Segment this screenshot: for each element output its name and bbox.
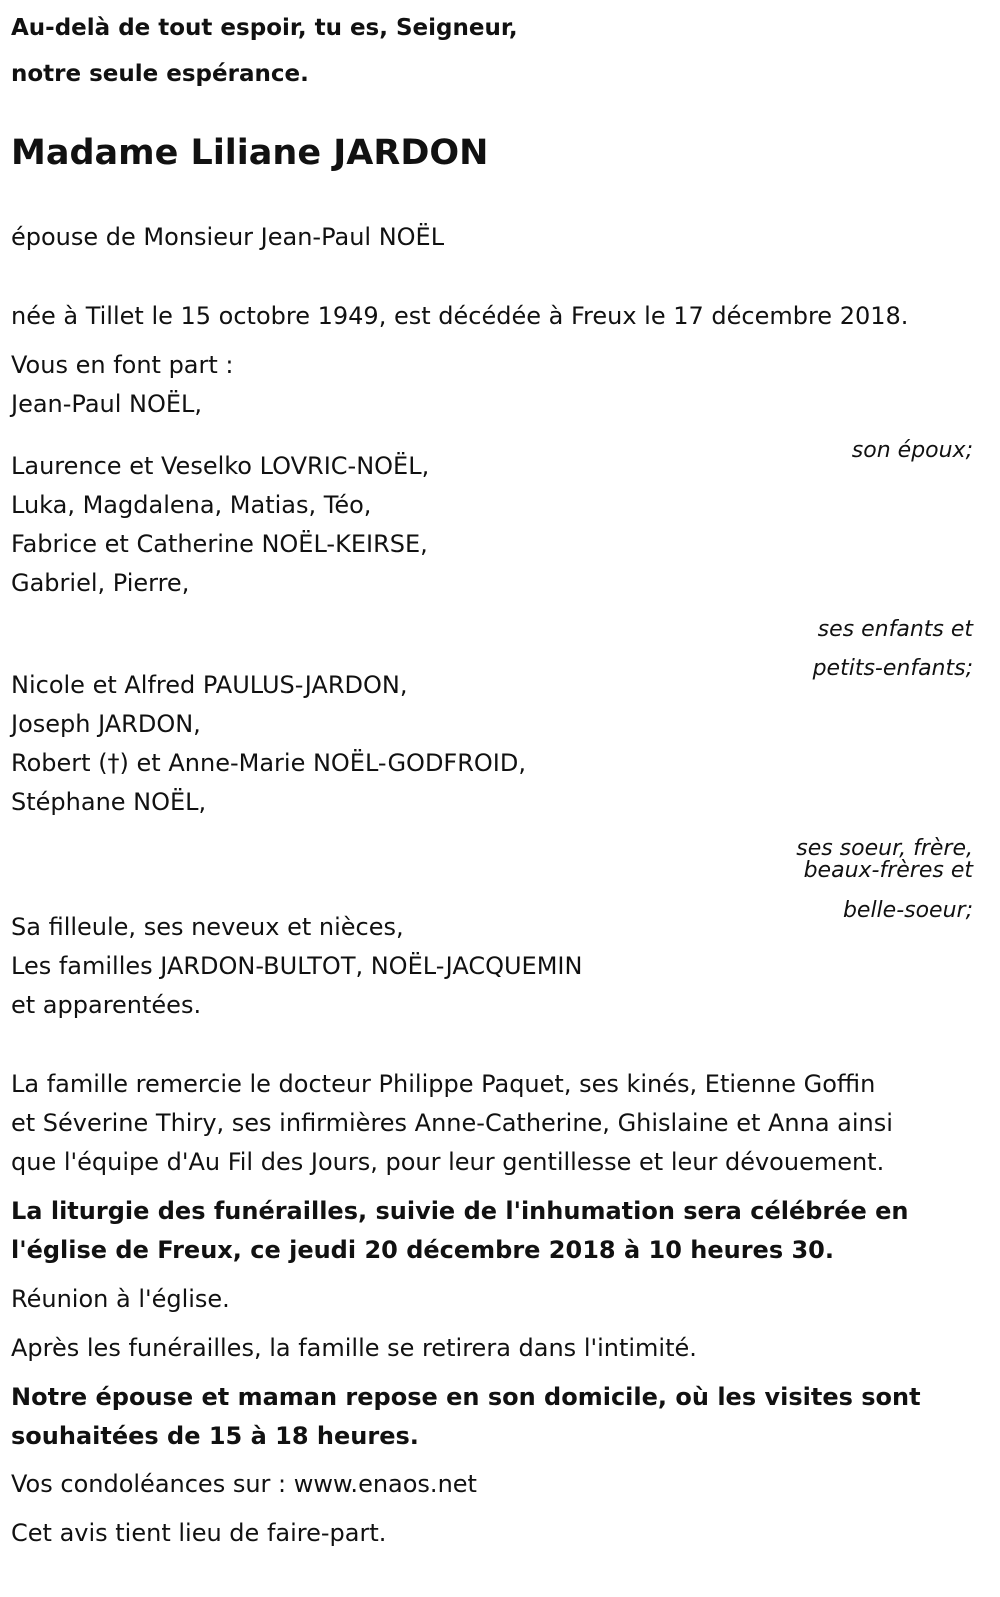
relation-caption: petits-enfants; <box>812 656 973 681</box>
meeting-line: Réunion à l'église. <box>11 1285 230 1313</box>
relation-caption: ses enfants et <box>817 617 973 642</box>
announcer-name: Sa filleule, ses neveux et nièces, <box>11 913 404 941</box>
announcer-name: et apparentées. <box>11 991 202 1019</box>
announcer-name: Stéphane NOËL, <box>11 788 207 816</box>
relation-caption: beaux-frères et <box>803 858 973 883</box>
announcer-name: Luka, Magdalena, Matias, Téo, <box>11 491 372 519</box>
announcer-name: Joseph JARDON, <box>11 710 201 738</box>
after-funeral-line: Après les funérailles, la famille se retirera dans l'intimité. <box>11 1334 697 1362</box>
announcer-name: Les familles JARDON-BULTOT, NOËL-JACQUEMIN <box>11 952 583 980</box>
announcer-name: Fabrice et Catherine NOËL-KEIRSE, <box>11 530 428 558</box>
thanks-line: et Séverine Thiry, ses infirmières Anne-Catherine, Ghislaine et Anna ainsi <box>11 1109 893 1137</box>
thanks-line: que l'équipe d'Au Fil des Jours, pour leur gentillesse et leur dévouement. <box>11 1148 885 1176</box>
funeral-line: l'église de Freux, ce jeudi 20 décembre 2018 à 10 heures 30. <box>11 1236 834 1264</box>
birth-death-line: née à Tillet le 15 octobre 1949, est décédée à Freux le 17 décembre 2018. <box>11 302 909 330</box>
closing-line: Cet avis tient lieu de faire-part. <box>11 1519 387 1547</box>
relation-caption: belle-soeur; <box>842 898 973 923</box>
condolences-line[interactable]: Vos condoléances sur : www.enaos.net <box>11 1470 477 1498</box>
announcer-name: Nicole et Alfred PAULUS-JARDON, <box>11 671 408 699</box>
thanks-line: La famille remercie le docteur Philippe Paquet, ses kinés, Etienne Goffin <box>11 1070 876 1098</box>
visitation-line: Notre épouse et maman repose en son domicile, où les visites sont <box>11 1383 921 1411</box>
announcer-name: Laurence et Veselko LOVRIC-NOËL, <box>11 452 430 480</box>
relation-caption: ses soeur, frère, <box>796 836 973 861</box>
verse-line-1: Au-delà de tout espoir, tu es, Seigneur, <box>11 15 518 41</box>
visitation-line: souhaitées de 15 à 18 heures. <box>11 1422 419 1450</box>
announcer-name: Jean-Paul NOËL, <box>11 390 203 418</box>
spouse-line: épouse de Monsieur Jean-Paul NOËL <box>11 223 445 251</box>
funeral-line: La liturgie des funérailles, suivie de l'inhumation sera célébrée en <box>11 1197 909 1225</box>
verse-line-2: notre seule espérance. <box>11 61 309 87</box>
announcer-name: Robert (†) et Anne-Marie NOËL-GODFROID, <box>11 749 526 777</box>
deceased-name: Madame Liliane JARDON <box>11 133 489 173</box>
relation-caption: son époux; <box>851 438 973 463</box>
announcers-intro: Vous en font part : <box>11 351 234 379</box>
announcer-name: Gabriel, Pierre, <box>11 569 190 597</box>
